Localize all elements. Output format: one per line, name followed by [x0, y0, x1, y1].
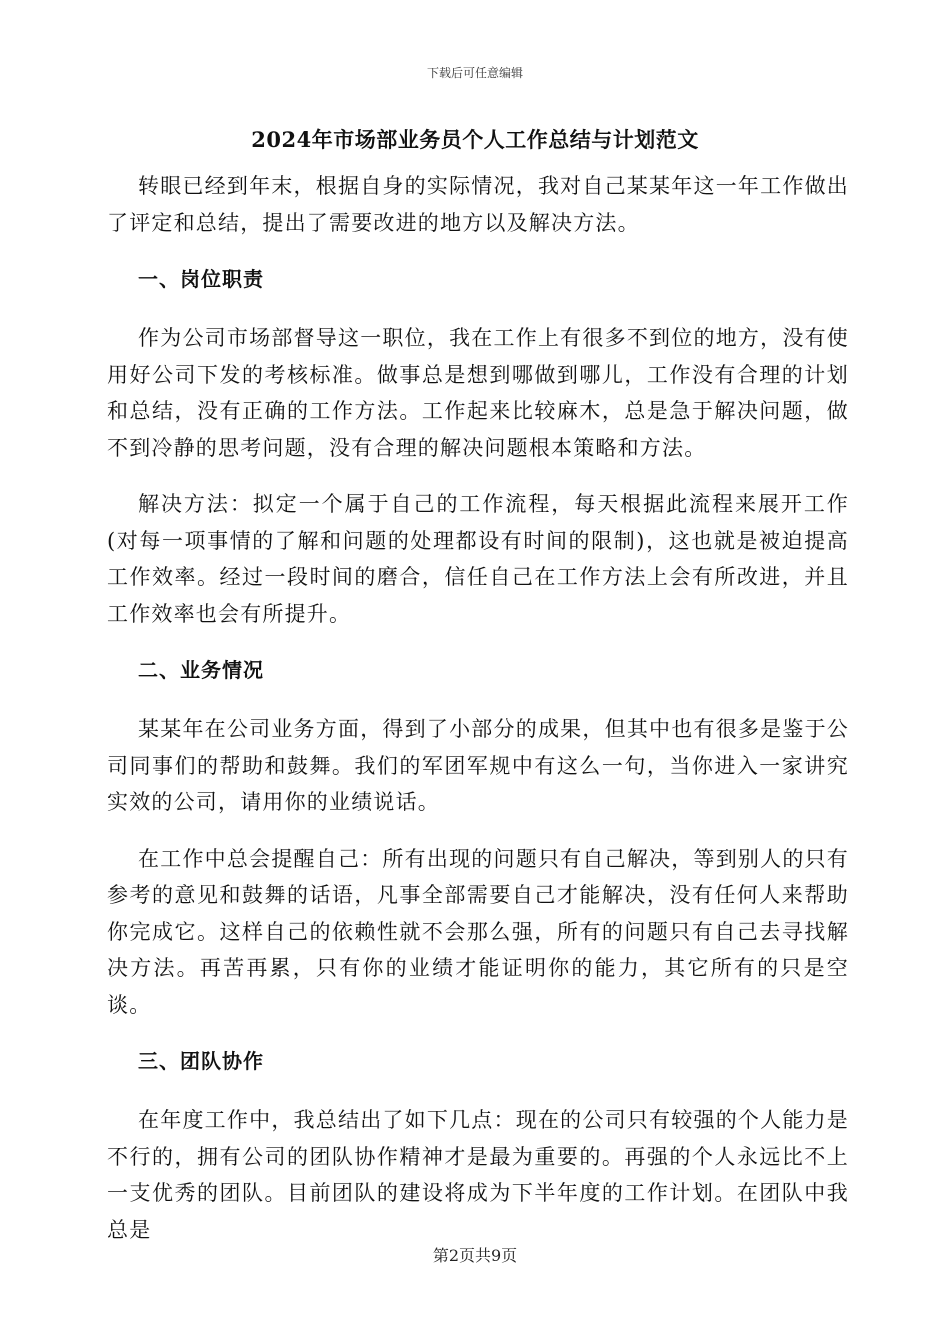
document-title: 2024年市场部业务员个人工作总结与计划范文 [251, 127, 699, 152]
paragraph: 转眼已经到年末，根据自身的实际情况，我对自己某某年这一年工作做出了评定和总结，提出了需要改进的地方以及解决方法。 [107, 174, 849, 235]
paragraph: 在工作中总会提醒自己：所有出现的问题只有自己解决，等到别人的只有参考的意见和鼓舞的话语，凡事全部需要自己才能解决，没有任何人来帮助你完成它。这样自己的依赖性就不会那么强，所有的问题只有自己去寻找解决方法。再苦再累，只有你的业绩才能证明你的能力，其它所有的只是空谈。 [107, 846, 849, 1017]
paragraph: 在年度工作中，我总结出了如下几点：现在的公司只有较强的个人能力是不行的，拥有公司的团队协作精神才是最为重要的。再强的个人永远比不上一支优秀的团队。目前团队的建设将成为下半年度的工作计划。在团队中我总是 [107, 1108, 849, 1242]
paragraph: 作为公司市场部督导这一职位，我在工作上有很多不到位的地方，没有使用好公司下发的考核标准。做事总是想到哪做到哪儿，工作没有合理的计划和总结，没有正确的工作方法。工作起来比较麻木，总是急于解决问题，做不到冷静的思考问题，没有合理的解决问题根本策略和方法。 [107, 326, 849, 460]
section-heading: 三、团队协作 [138, 1049, 264, 1073]
section-heading: 一、岗位职责 [138, 267, 264, 291]
page-number: 第2页共9页 [432, 1246, 518, 1265]
paragraph: 某某年在公司业务方面，得到了小部分的成果，但其中也有很多是鉴于公司同事们的帮助和鼓舞。我们的军团军规中有这么一句，当你进入一家讲究实效的公司，请用你的业绩说话。 [107, 717, 849, 814]
paragraph: 解决方法：拟定一个属于自己的工作流程，每天根据此流程来展开工作(对每一项事情的了解和问题的处理都设有时间的限制)，这也就是被迫提高工作效率。经过一段时间的磨合，信任自己在工作方法上会有所改进，并且工作效率也会有所提升。 [107, 492, 849, 626]
document-body [107, 168, 849, 1268]
section-heading: 二、业务情况 [138, 658, 264, 682]
header-note: 下载后可任意编辑 [426, 66, 523, 80]
